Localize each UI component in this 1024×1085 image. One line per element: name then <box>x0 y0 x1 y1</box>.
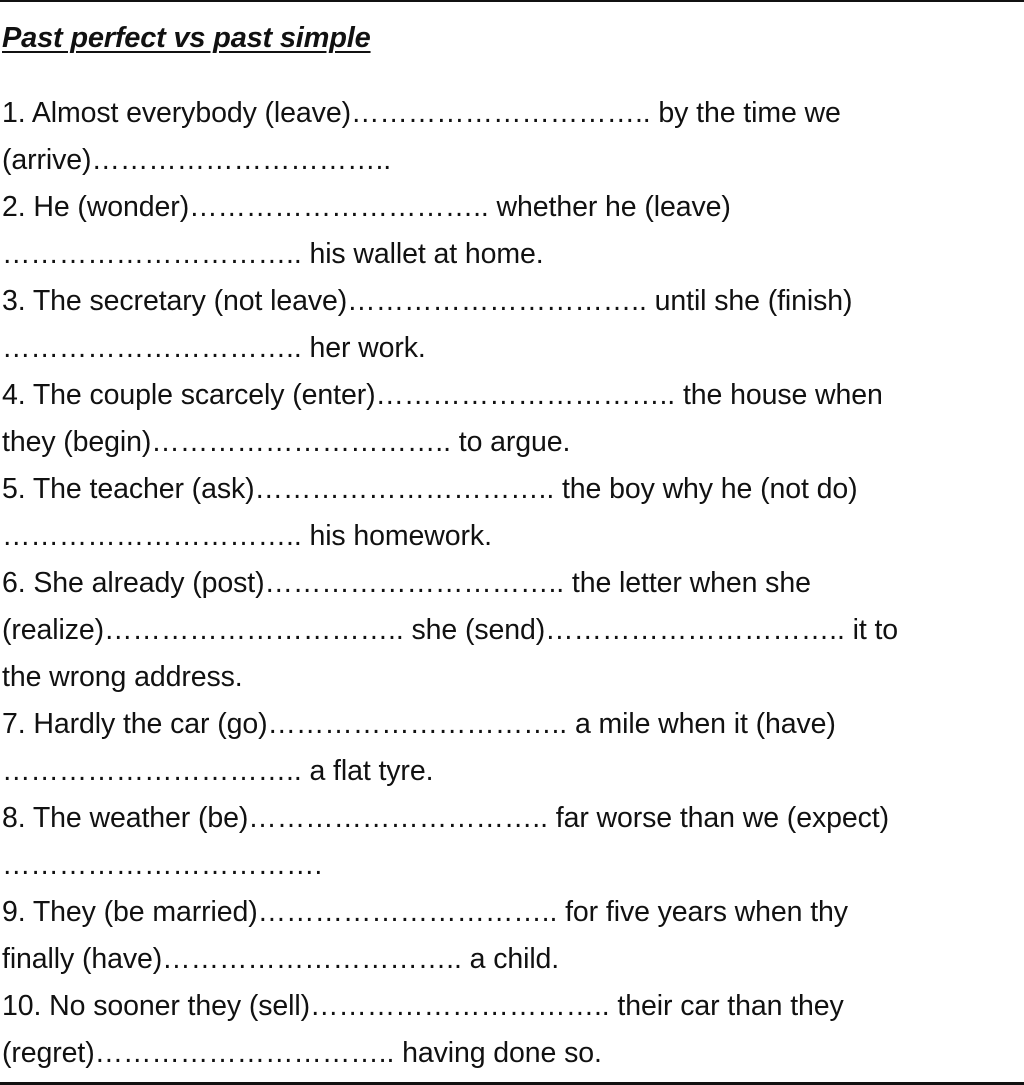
worksheet-title: Past perfect vs past simple <box>2 22 371 54</box>
exercise-line-6: ………………………….. her work. <box>2 332 426 364</box>
exercise-line-10: ………………………….. his homework. <box>2 520 492 552</box>
exercise-line-11: 6. She already (post)………………………….. the letter when she <box>2 567 811 599</box>
exercise-line-14: 7. Hardly the car (go)………………………….. a mile when it (have) <box>2 708 836 740</box>
exercise-line-2: (arrive)………………………….. <box>2 144 392 176</box>
exercise-line-19: finally (have)………………………….. a child. <box>2 943 560 975</box>
exercise-line-18: 9. They (be married)………………………….. for five years when thy <box>2 896 848 928</box>
exercise-line-3: 2. He (wonder)………………………….. whether he (leave) <box>2 191 731 223</box>
exercise-line-9: 5. The teacher (ask)………………………….. the boy why he (not do) <box>2 473 858 505</box>
exercise-line-16: 8. The weather (be)………………………….. far worse than we (expect) <box>2 802 889 834</box>
exercise-line-8: they (begin)………………………….. to argue. <box>2 426 571 458</box>
exercise-line-5: 3. The secretary (not leave)………………………….. until she (finish) <box>2 285 853 317</box>
exercise-line-1: 1. Almost everybody (leave)………………………….. by the time we <box>2 97 841 129</box>
exercise-line-4: ………………………….. his wallet at home. <box>2 238 544 270</box>
exercise-line-12: (realize)………………………….. she (send)………………………….. it to <box>2 614 899 646</box>
exercise-line-13: the wrong address. <box>2 661 243 693</box>
exercise-line-15: ………………………….. a flat tyre. <box>2 755 434 787</box>
exercise-line-21: (regret)………………………….. having done so. <box>2 1037 602 1069</box>
exercise-line-20: 10. No sooner they (sell)………………………….. their car than they <box>2 990 844 1022</box>
exercise-line-17: ……………………………. <box>2 849 323 881</box>
exercise-line-7: 4. The couple scarcely (enter)………………………….. the house when <box>2 379 883 411</box>
